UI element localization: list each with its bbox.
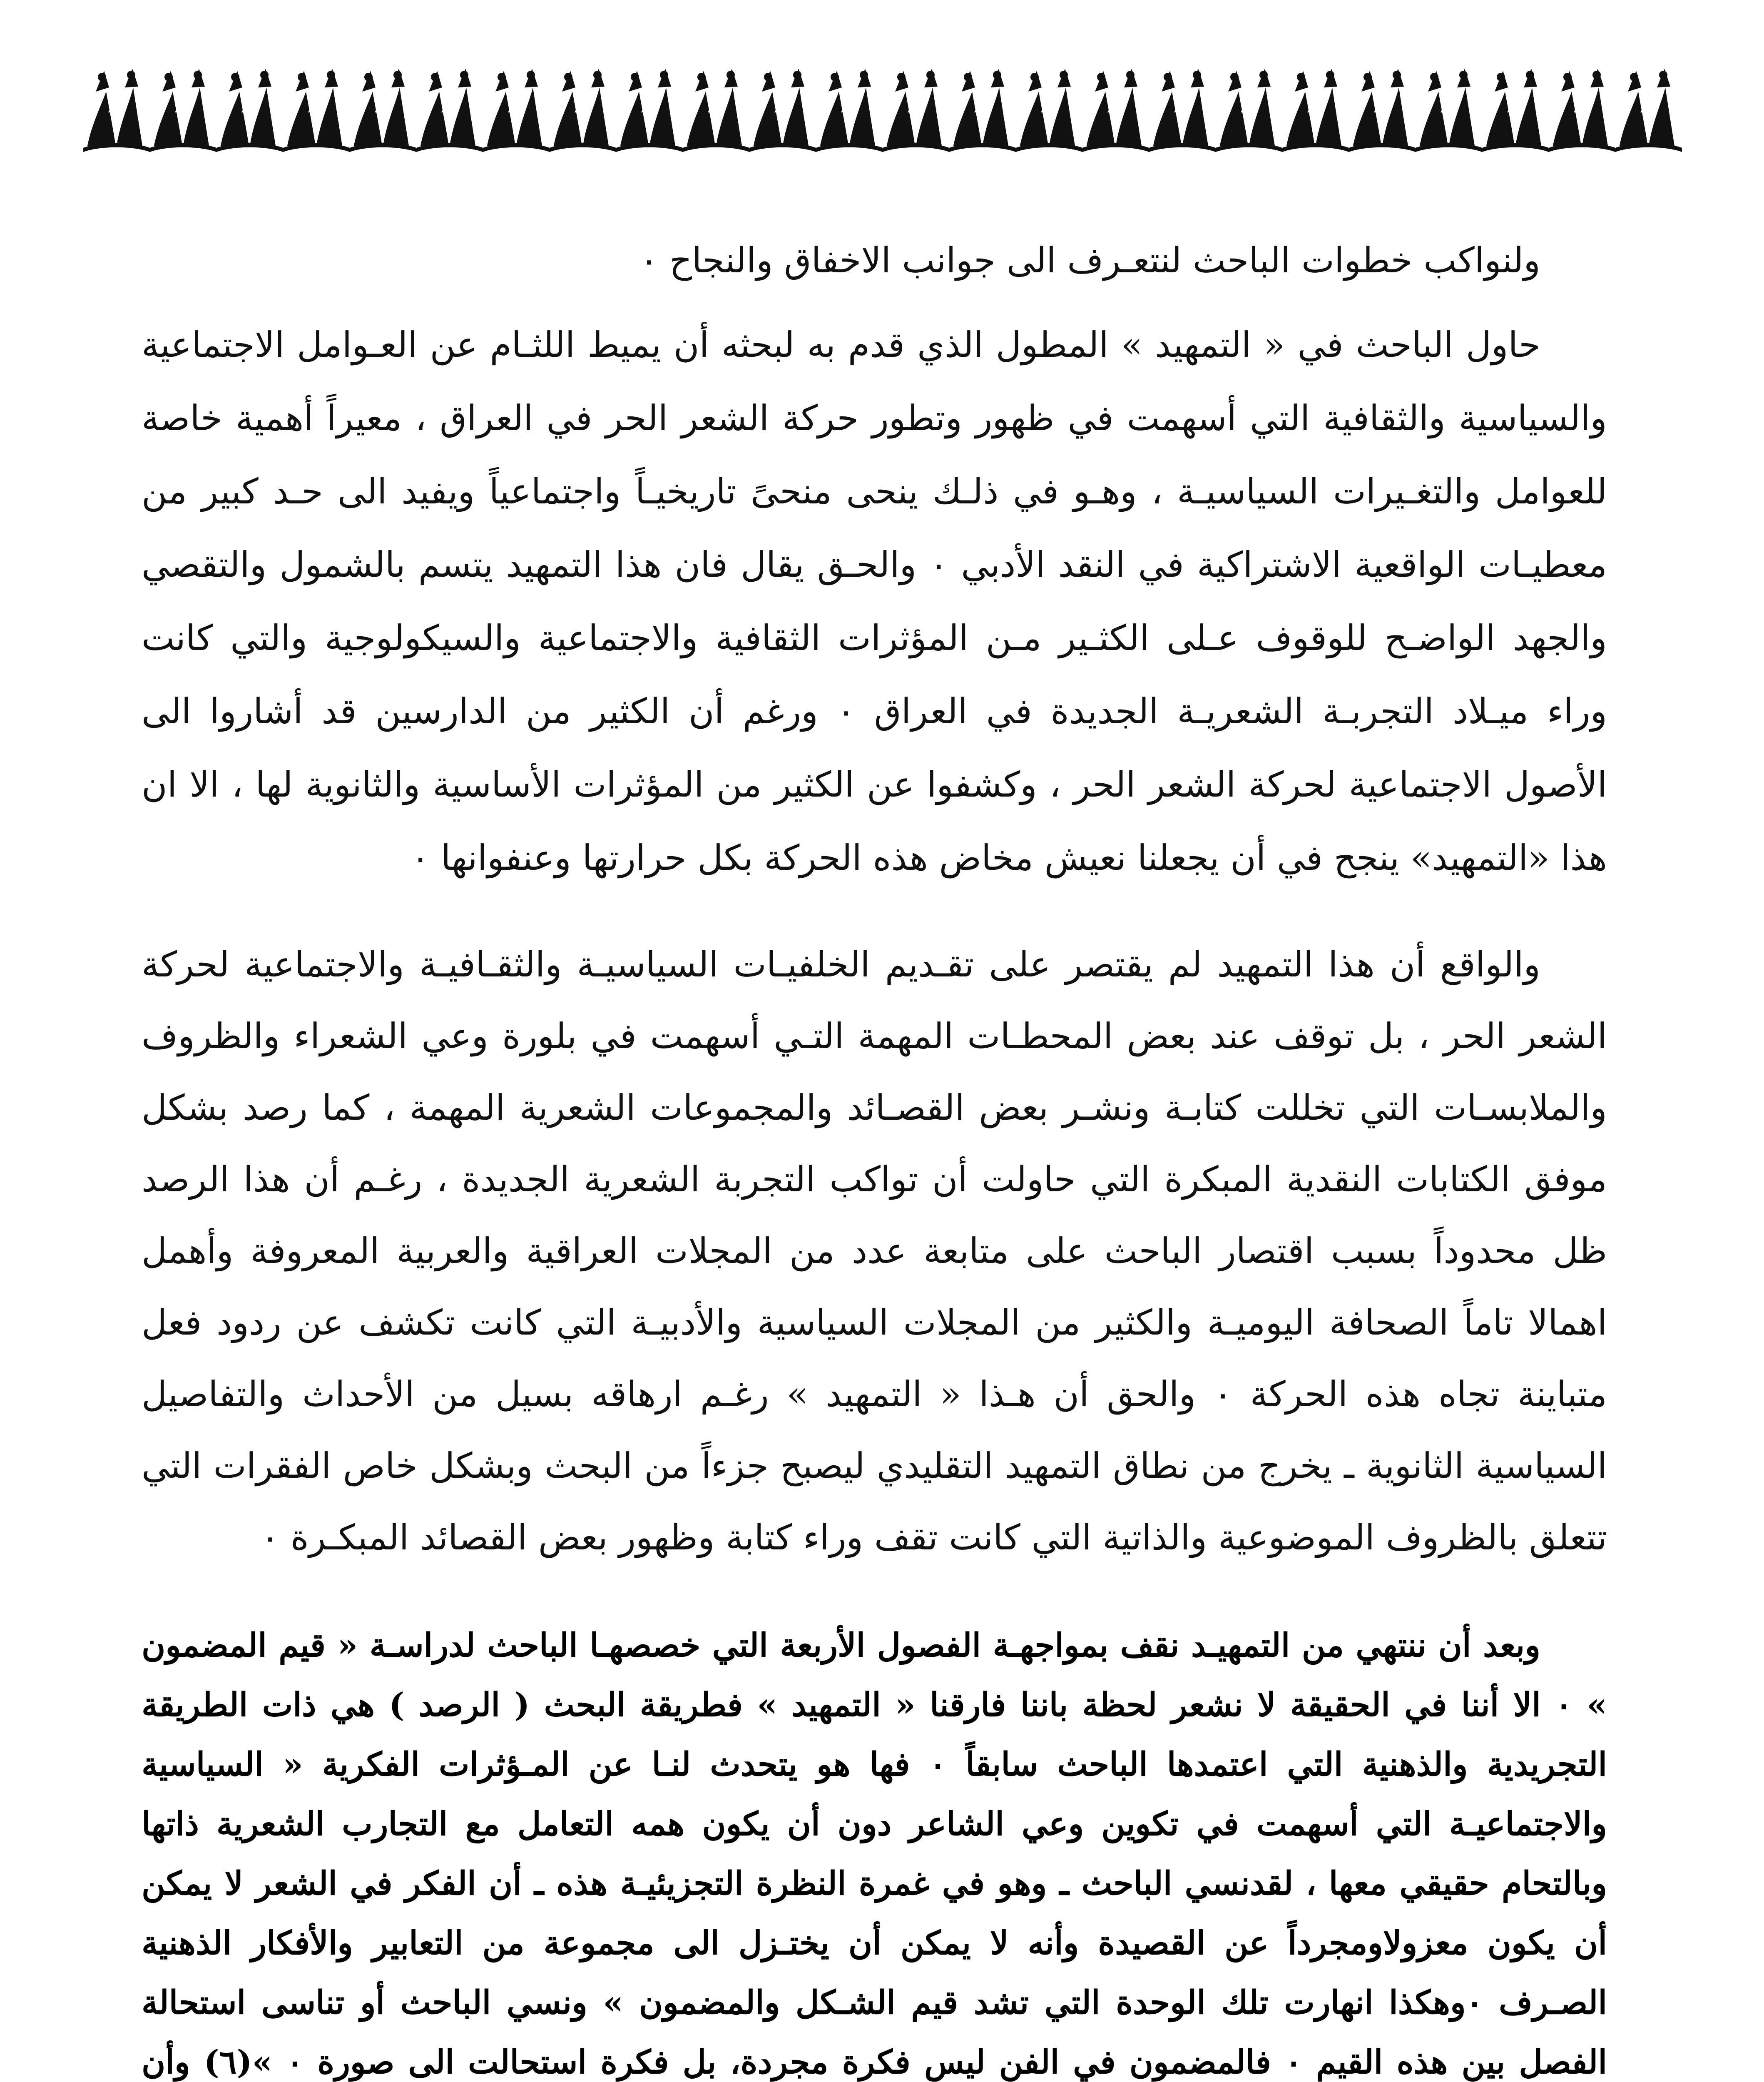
paragraph-content-values bbox=[142, 1616, 1607, 2082]
intro-text: ولنواكب خطوات الباحث لنتعـرف الى جوانب الاخفاق والنجاح ٠ bbox=[639, 240, 1540, 281]
paragraph-1-text: حاول الباحث في « التمهيد » المطول الذي قدم به لبحثه أن يميط اللثـام عن العـوامل الاجتماعية والسياسية والثقافية التي أسهمت في ظهور وتطور حركة الشعر الحر في العراق ، معيراً أهمية خاصة للعوامل والتغـيرات السياسيـة ، وهـو في ذلـك ينحى منحىً تاريخيـاً واجتماعياً ويفيد الى حـد كبير من معطيـات الواقعية الاشتراكية في النقد الأدبي ٠ والحـق يقال فان هذا التمهيد يتسم بالشمول والتقصي والجهد الواضـح للوقوف عـلى الكثـير مـن المؤثرات الثقافية والاجتماعية والسيكولوجية والتي كانت وراء ميـلاد التجربـة الشعريـة الجديدة في العراق ٠ ورغم أن الكثير من الدارسين قد أشاروا الى الأصول الاجتماعية لحركة الشعر الحر ، وكشفوا عن الكثير من المؤثرات الأساسية والثانوية لها ، الا ان هذا «التمهيد» ينجح في أن يجعلنا نعيش مخاض هذه الحركة بكل حرارتها وعنفوانها ٠ bbox=[142, 324, 1607, 878]
paragraph-2-text: والواقع أن هذا التمهيد لم يقتصر على تقـديم الخلفيـات السياسيـة والثقـافيـة والاجتماعية لحركة الشعر الحر ، بل توقف عند بعض المحطـات المهمة التـي أسهمت في بلورة وعي الشعراء والظروف والملابسـات التي تخللت كتابـة ونشـر بعض القصـائد والمجموعات الشعرية المهمة ، كما رصد بشكل موفق الكتابات النقدية المبكرة التي حاولت أن تواكب التجربة الشعرية الجديدة ، رغـم أن هذا الرصد ظل محدوداً بسبب اقتصار الباحث على متابعة عدد من المجلات العراقية والعربية المعروفة وأهمل اهمالا تاماً الصحافة اليوميـة والكثير من المجلات السياسية والأدبيـة التي كانت تكشف عن ردود فعل متباينة تجاه هذه الحركة ٠ والحق أن هـذا « التمهيد » رغـم ارهاقه بسيل من الأحداث والتفاصيل السياسية الثانوية ـ يخرج من نطاق التمهيد التقليدي ليصبح جزءاً من البحث وبشكل خاص الفقرات التي تتعلق بالظروف الموضوعية والذاتية التي كانت تقف وراء كتابة وظهور بعض القصائد المبكـرة ٠ bbox=[142, 944, 1607, 1558]
paragraph-3-text: وبعد أن ننتهي من التمهيـد نقف بمواجهـة الفصول الأربعة التي خصصهـا الباحث لدراسـة « قيم المضمون » ٠ الا أننا في الحقيقة لا نشعر لحظة باننا فارقنا « التمهيد » فطريقة البحث ( الرصد ) هي ذات الطريقة التجريدية والذهنية التي اعتمدها الباحث سابقاً ٠ فها هو يتحدث لنـا عن المـؤثرات الفكرية « السياسية والاجتماعيـة التي أسهمت في تكوين وعي الشاعر دون أن يكون همه التعامل مع التجارب الشعرية ذاتها وبالتحام حقيقي معها ، لقدنسي الباحث ـ وهو في غمرة النظرة التجزيئيـة هذه ـ أن الفكر في الشعر لا يمكن أن يكون معزولاومجرداً عن القصيدة وأنه لا يمكن أن يختـزل الى مجموعة من التعابير والأفكار الذهنية الصـرف ٠وهكذا انهارت تلك الوحدة التي تشد قيم الشـكل والمضمون » ونسي الباحث أو تناسى استحالة الفصل بين هذه القيم ٠ فالمضمون في الفن ليس فكرة مجردة، بل فكرة استحالت الى صورة ٠ »(٦) وأن bbox=[142, 1626, 1607, 2081]
intro-line bbox=[142, 225, 1607, 296]
floral-border-icon bbox=[83, 62, 1682, 162]
paragraph-preface bbox=[142, 308, 1607, 894]
paragraph-reality bbox=[142, 929, 1607, 1573]
